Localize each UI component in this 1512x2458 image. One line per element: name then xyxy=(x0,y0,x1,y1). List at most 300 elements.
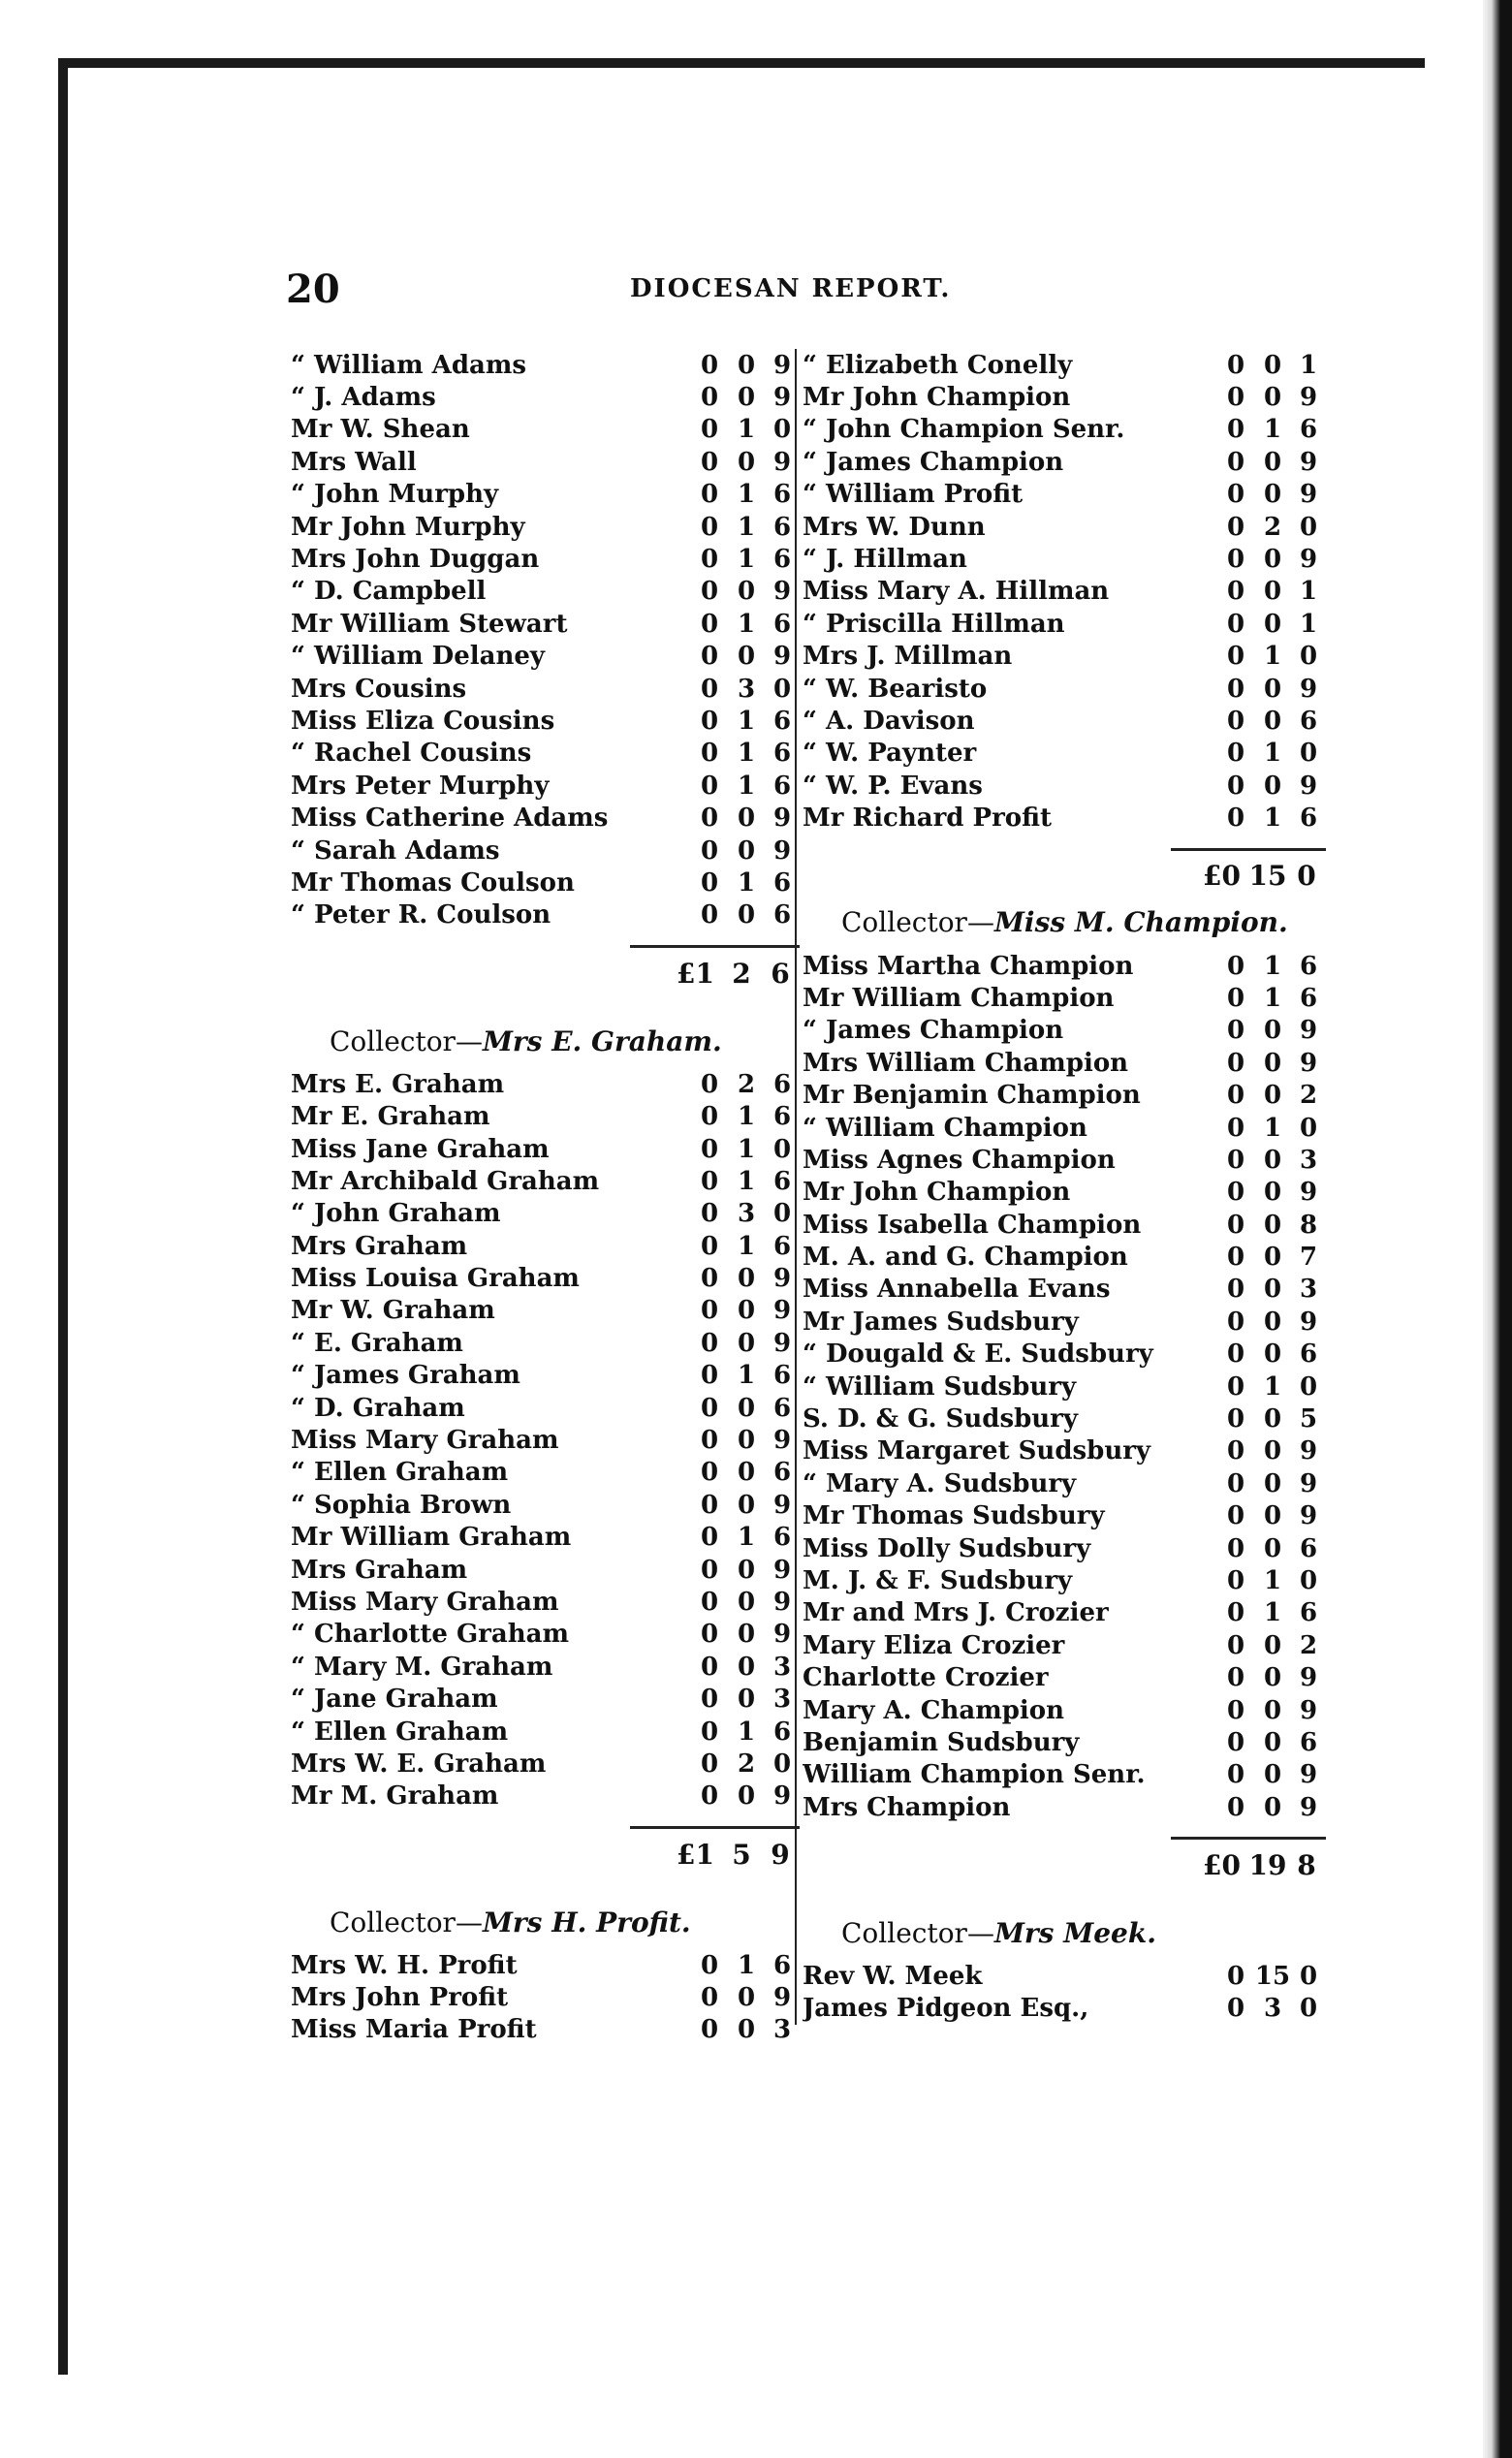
amount-shillings: 0 xyxy=(737,1393,756,1423)
amount-pence: 7 xyxy=(1299,1243,1318,1273)
amount-pounds: 0 xyxy=(700,1717,719,1747)
amount-pounds: 0 xyxy=(700,1328,719,1358)
subscriber-name: Mr Thomas Sudsbury xyxy=(803,1501,1105,1531)
amount-pence: 6 xyxy=(1299,951,1318,981)
collector-name: Mrs Meek. xyxy=(993,1916,1156,1949)
amount-pounds: 0 xyxy=(700,577,719,607)
list-item xyxy=(291,1457,800,1489)
subscriber-name: “ John Champion Senr. xyxy=(803,415,1125,445)
amount-pence: 6 xyxy=(772,1361,792,1391)
amount-shillings: 3 xyxy=(737,1199,756,1229)
list-item xyxy=(291,349,800,381)
amount-shillings: 1 xyxy=(737,609,756,639)
list-item xyxy=(291,479,800,511)
list-item xyxy=(291,705,800,737)
amount-pounds: 0 xyxy=(1226,1962,1245,1992)
amount-pence: 9 xyxy=(1299,1178,1318,1208)
right-total-b xyxy=(803,1845,1326,1884)
list-item xyxy=(803,1144,1326,1176)
amount-pounds: 0 xyxy=(700,350,719,380)
subscriber-name: “ Ellen Graham xyxy=(291,1717,509,1747)
list-item xyxy=(291,608,800,640)
amount-shillings: 1 xyxy=(1263,983,1282,1013)
subscriber-name: “ James Graham xyxy=(291,1361,520,1391)
list-item xyxy=(291,381,800,413)
list-item xyxy=(803,1564,1326,1596)
subscriber-name: Miss Dolly Sudsbury xyxy=(803,1533,1091,1563)
list-item xyxy=(291,1748,800,1780)
subscriber-name: Mrs Champion xyxy=(803,1792,1011,1822)
amount-shillings: 0 xyxy=(1263,1436,1282,1466)
subscriber-name: Mrs Peter Murphy xyxy=(291,771,550,801)
list-item xyxy=(291,1230,800,1262)
amount-shillings: 2 xyxy=(737,1749,756,1779)
subscriber-name: “ Ellen Graham xyxy=(291,1458,509,1488)
list-item xyxy=(291,802,800,834)
list-item xyxy=(803,1371,1326,1402)
amount-shillings: 1 xyxy=(1263,739,1282,769)
amount-pounds: 0 xyxy=(700,1523,719,1553)
list-item xyxy=(803,1467,1326,1499)
amount-pence: 3 xyxy=(772,1652,792,1682)
amount-pounds: 0 xyxy=(700,1134,719,1164)
left-total-a xyxy=(291,954,800,993)
list-item xyxy=(803,414,1326,446)
amount-pounds: 0 xyxy=(1226,1210,1245,1240)
amount-shillings: 0 xyxy=(1263,1339,1282,1370)
amount-shillings: 0 xyxy=(737,577,756,607)
subscriber-name: Mrs John Duggan xyxy=(291,545,540,575)
list-item xyxy=(803,1177,1326,1209)
page-number: 20 xyxy=(286,267,340,312)
amount-shillings: 1 xyxy=(737,867,756,898)
list-item xyxy=(291,1133,800,1165)
list-item xyxy=(291,641,800,673)
subscriber-name: “ John Graham xyxy=(291,1199,501,1229)
amount-pence: 9 xyxy=(772,1426,792,1456)
subscriber-name: Miss Martha Champion xyxy=(803,951,1134,981)
amount-pounds: 0 xyxy=(700,480,719,510)
collector-lead: Collector— xyxy=(330,1906,483,1938)
amount-pence: 9 xyxy=(772,835,792,866)
amount-pounds: 0 xyxy=(700,835,719,866)
subscriber-name: “ D. Campbell xyxy=(291,577,487,607)
amount-pounds: 0 xyxy=(700,1749,719,1779)
amount-pounds: 0 xyxy=(700,642,719,672)
amount-shillings: 0 xyxy=(1263,350,1282,380)
amount-shillings: 0 xyxy=(737,1555,756,1585)
amount-pounds: 0 xyxy=(700,706,719,736)
amount-shillings: 0 xyxy=(1263,480,1282,510)
amount-pence: 6 xyxy=(1299,1339,1318,1370)
amount-pounds: 0 xyxy=(1226,350,1245,380)
subscriber-name: Mrs W. Dunn xyxy=(803,512,986,542)
list-item xyxy=(291,1392,800,1424)
total-pounds: £0 xyxy=(1203,1848,1241,1881)
list-item xyxy=(291,1586,800,1618)
subscriber-name: “ William Adams xyxy=(291,350,527,380)
amount-shillings: 0 xyxy=(1263,1533,1282,1563)
amount-pounds: 0 xyxy=(1226,480,1245,510)
amount-pounds: 0 xyxy=(700,415,719,445)
list-item xyxy=(803,1402,1326,1434)
amount-shillings: 2 xyxy=(737,1069,756,1099)
amount-pounds: 0 xyxy=(1226,383,1245,413)
amount-shillings: 0 xyxy=(737,447,756,477)
list-item xyxy=(291,576,800,608)
list-item xyxy=(803,1759,1326,1791)
list-item xyxy=(291,1949,800,1981)
amount-pounds: 0 xyxy=(700,1983,719,2013)
amount-pounds: 0 xyxy=(1226,739,1245,769)
list-item xyxy=(803,349,1326,381)
subscriber-name: “ J. Adams xyxy=(291,383,436,413)
subscriber-name: Miss Annabella Evans xyxy=(803,1275,1111,1305)
list-item xyxy=(291,899,800,931)
list-item xyxy=(803,1694,1326,1726)
list-item xyxy=(803,1960,1326,1992)
amount-pence: 0 xyxy=(1299,642,1318,672)
list-item xyxy=(803,608,1326,640)
amount-pounds: 0 xyxy=(1226,545,1245,575)
list-item xyxy=(803,802,1326,834)
amount-pence: 6 xyxy=(772,900,792,930)
amount-pence: 6 xyxy=(772,609,792,639)
subscriber-name: “ Jane Graham xyxy=(291,1685,498,1715)
amount-shillings: 1 xyxy=(737,1166,756,1196)
amount-pence: 6 xyxy=(1299,804,1318,834)
subscriber-name: James Pidgeon Esq., xyxy=(803,1994,1089,2024)
list-item xyxy=(803,1112,1326,1144)
subscriber-name: Miss Mary A. Hillman xyxy=(803,577,1110,607)
amount-pence: 6 xyxy=(772,771,792,801)
amount-pounds: 0 xyxy=(1226,1371,1245,1402)
amount-shillings: 2 xyxy=(1263,512,1282,542)
amount-pence: 9 xyxy=(772,577,792,607)
subscriber-name: Mr John Champion xyxy=(803,1178,1071,1208)
amount-pence: 6 xyxy=(772,512,792,542)
list-item xyxy=(291,1424,800,1456)
amount-pounds: 0 xyxy=(700,1490,719,1520)
collector-lead: Collector— xyxy=(841,906,994,939)
subscriber-name: “ James Champion xyxy=(803,447,1064,477)
amount-pence: 9 xyxy=(1299,545,1318,575)
amount-shillings: 1 xyxy=(1263,1565,1282,1595)
total-shillings: 19 xyxy=(1248,1848,1287,1881)
amount-pence: 9 xyxy=(772,1296,792,1326)
subscriber-name: Mrs W. E. Graham xyxy=(291,1749,547,1779)
amount-pence: 9 xyxy=(772,383,792,413)
subscriber-name: “ W. Paynter xyxy=(803,739,977,769)
amount-pounds: 0 xyxy=(1226,1760,1245,1790)
amount-shillings: 0 xyxy=(1263,1663,1282,1693)
list-item xyxy=(291,446,800,478)
collector-heading xyxy=(803,896,1326,950)
total-pounds: £1 xyxy=(677,1838,714,1871)
amount-pence: 6 xyxy=(772,1166,792,1196)
amount-pence: 3 xyxy=(1299,1145,1318,1175)
amount-shillings: 1 xyxy=(737,1102,756,1132)
subscriber-name: “ Mary M. Graham xyxy=(291,1652,553,1682)
list-item xyxy=(803,511,1326,543)
amount-shillings: 0 xyxy=(1263,1695,1282,1725)
amount-shillings: 0 xyxy=(1263,1307,1282,1337)
list-item xyxy=(291,1981,800,2013)
amount-pounds: 0 xyxy=(1226,706,1245,736)
amount-pounds: 0 xyxy=(1226,804,1245,834)
subscriber-name: Miss Agnes Champion xyxy=(803,1145,1116,1175)
amount-pounds: 0 xyxy=(1226,1113,1245,1143)
subscriber-name: “ John Murphy xyxy=(291,480,499,510)
amount-shillings: 0 xyxy=(1263,771,1282,801)
amount-pounds: 0 xyxy=(700,804,719,834)
amount-pence: 9 xyxy=(772,1555,792,1585)
subscriber-name: Miss Maria Profit xyxy=(291,2015,537,2045)
subscriber-name: “ James Champion xyxy=(803,1016,1064,1046)
amount-pounds: 0 xyxy=(700,1426,719,1456)
list-item xyxy=(803,1015,1326,1047)
list-item xyxy=(291,1683,800,1715)
list-item xyxy=(803,1047,1326,1079)
subscriber-name: “ Dougald & E. Sudsbury xyxy=(803,1339,1153,1370)
amount-pounds: 0 xyxy=(1226,577,1245,607)
subscriber-name: Mrs E. Graham xyxy=(291,1069,505,1099)
amount-pence: 9 xyxy=(772,1620,792,1650)
amount-pence: 0 xyxy=(772,674,792,704)
amount-shillings: 0 xyxy=(737,1685,756,1715)
subscriber-name: Mr E. Graham xyxy=(291,1102,490,1132)
amount-pounds: 0 xyxy=(700,1781,719,1812)
amount-pounds: 0 xyxy=(700,1555,719,1585)
amount-pounds: 0 xyxy=(1226,1792,1245,1822)
amount-shillings: 0 xyxy=(1263,1016,1282,1046)
amount-pence: 9 xyxy=(1299,447,1318,477)
total-pence: 0 xyxy=(1297,860,1316,893)
left-list-b xyxy=(291,1068,800,1812)
subscriber-name: M. J. & F. Sudsbury xyxy=(803,1565,1073,1595)
list-item xyxy=(291,1360,800,1392)
list-item xyxy=(291,738,800,770)
subscriber-name: “ Charlotte Graham xyxy=(291,1620,569,1650)
amount-pence: 6 xyxy=(772,1950,792,1980)
list-item xyxy=(291,770,800,802)
amount-pence: 9 xyxy=(1299,1048,1318,1078)
amount-pence: 5 xyxy=(1299,1404,1318,1434)
amount-shillings: 0 xyxy=(737,1458,756,1488)
list-item xyxy=(803,641,1326,673)
total-pence: 9 xyxy=(771,1838,790,1871)
amount-pence: 9 xyxy=(1299,1663,1318,1693)
amount-pounds: 0 xyxy=(700,1652,719,1682)
amount-pounds: 0 xyxy=(1226,1994,1245,2024)
total-rule xyxy=(630,1826,800,1829)
list-item xyxy=(291,1554,800,1586)
amount-pounds: 0 xyxy=(1226,1275,1245,1305)
amount-shillings: 0 xyxy=(737,383,756,413)
book-edge xyxy=(1483,0,1512,2458)
amount-pence: 6 xyxy=(1299,706,1318,736)
amount-pence: 9 xyxy=(772,642,792,672)
amount-shillings: 0 xyxy=(737,900,756,930)
amount-pounds: 0 xyxy=(1226,1533,1245,1563)
amount-shillings: 1 xyxy=(737,1231,756,1261)
amount-shillings: 1 xyxy=(737,545,756,575)
amount-pence: 6 xyxy=(772,867,792,898)
amount-shillings: 1 xyxy=(1263,1598,1282,1628)
list-item xyxy=(803,1500,1326,1532)
amount-shillings: 1 xyxy=(1263,804,1282,834)
amount-pence: 9 xyxy=(1299,1792,1318,1822)
subscriber-name: Mr John Murphy xyxy=(291,512,525,542)
amount-pence: 9 xyxy=(772,1781,792,1812)
list-item xyxy=(291,1651,800,1683)
list-item xyxy=(291,1489,800,1521)
list-item xyxy=(291,1780,800,1812)
amount-pounds: 0 xyxy=(1226,1307,1245,1337)
list-item xyxy=(291,1068,800,1100)
amount-pence: 0 xyxy=(1299,739,1318,769)
amount-pence: 6 xyxy=(772,739,792,769)
subscriber-name: Mrs John Profit xyxy=(291,1983,509,2013)
amount-pounds: 0 xyxy=(1226,1145,1245,1175)
amount-pence: 9 xyxy=(772,1490,792,1520)
right-list-a xyxy=(803,349,1326,835)
total-pounds: £1 xyxy=(677,957,714,990)
subscriber-name: “ W. P. Evans xyxy=(803,771,983,801)
subscriber-name: “ William Profit xyxy=(803,480,1024,510)
list-item xyxy=(803,381,1326,413)
subscriber-name: “ William Sudsbury xyxy=(803,1371,1077,1402)
amount-shillings: 1 xyxy=(737,706,756,736)
amount-pence: 0 xyxy=(1299,1994,1318,2024)
list-item xyxy=(803,705,1326,737)
collector-heading xyxy=(291,1895,800,1949)
amount-shillings: 0 xyxy=(1263,1275,1282,1305)
amount-shillings: 0 xyxy=(1263,1048,1282,1078)
subscriber-name: Mr Archibald Graham xyxy=(291,1166,600,1196)
amount-pence: 9 xyxy=(772,804,792,834)
amount-pence: 1 xyxy=(1299,577,1318,607)
subscriber-name: “ Rachel Cousins xyxy=(291,739,532,769)
amount-pounds: 0 xyxy=(700,900,719,930)
amount-pence: 6 xyxy=(1299,1533,1318,1563)
subscriber-name: Charlotte Crozier xyxy=(803,1663,1049,1693)
amount-shillings: 0 xyxy=(737,1620,756,1650)
amount-pence: 8 xyxy=(1299,1210,1318,1240)
amount-pounds: 0 xyxy=(700,1393,719,1423)
list-item xyxy=(803,950,1326,982)
subscriber-name: Mr William Graham xyxy=(291,1523,572,1553)
amount-pence: 9 xyxy=(1299,383,1318,413)
amount-pence: 6 xyxy=(1299,1598,1318,1628)
amount-shillings: 1 xyxy=(1263,951,1282,981)
amount-pence: 0 xyxy=(772,1199,792,1229)
amount-shillings: 0 xyxy=(1263,1501,1282,1531)
amount-shillings: 1 xyxy=(1263,1113,1282,1143)
amount-pounds: 0 xyxy=(700,1361,719,1391)
left-list-c xyxy=(291,1949,800,2046)
subscriber-name: Miss Jane Graham xyxy=(291,1134,550,1164)
amount-pounds: 0 xyxy=(700,1296,719,1326)
amount-pence: 0 xyxy=(1299,1113,1318,1143)
list-item xyxy=(291,1165,800,1197)
amount-pence: 3 xyxy=(772,1685,792,1715)
subscriber-name: Mr John Champion xyxy=(803,383,1071,413)
amount-shillings: 1 xyxy=(737,771,756,801)
total-pence: 6 xyxy=(771,957,790,990)
amount-pounds: 0 xyxy=(700,1685,719,1715)
list-item xyxy=(803,1435,1326,1467)
subscriber-name: “ Sophia Brown xyxy=(291,1490,512,1520)
amount-shillings: 0 xyxy=(737,1490,756,1520)
amount-shillings: 0 xyxy=(1263,609,1282,639)
amount-pence: 9 xyxy=(1299,480,1318,510)
amount-pounds: 0 xyxy=(700,609,719,639)
amount-shillings: 0 xyxy=(1263,1760,1282,1790)
list-item xyxy=(803,1791,1326,1823)
list-item xyxy=(803,1339,1326,1371)
amount-pounds: 0 xyxy=(700,1950,719,1980)
list-item xyxy=(291,673,800,705)
list-item xyxy=(803,1274,1326,1306)
amount-shillings: 1 xyxy=(737,1717,756,1747)
amount-shillings: 0 xyxy=(737,1652,756,1682)
left-list-a xyxy=(291,349,800,931)
amount-pounds: 0 xyxy=(700,1231,719,1261)
amount-pence: 9 xyxy=(772,350,792,380)
amount-pounds: 0 xyxy=(700,771,719,801)
collector-lead: Collector— xyxy=(330,1024,483,1057)
total-rule xyxy=(1171,1837,1326,1840)
right-total-a xyxy=(803,857,1326,896)
amount-shillings: 0 xyxy=(737,1264,756,1294)
amount-pence: 6 xyxy=(772,545,792,575)
page-header xyxy=(286,267,1304,315)
amount-pounds: 0 xyxy=(1226,1695,1245,1725)
amount-pounds: 0 xyxy=(1226,983,1245,1013)
subscriber-name: “ E. Graham xyxy=(291,1328,463,1358)
amount-shillings: 1 xyxy=(737,415,756,445)
amount-shillings: 0 xyxy=(1263,1630,1282,1660)
amount-shillings: 1 xyxy=(737,1134,756,1164)
amount-shillings: 1 xyxy=(1263,642,1282,672)
amount-shillings: 0 xyxy=(1263,447,1282,477)
subscriber-name: Mr W. Graham xyxy=(291,1296,495,1326)
amount-pounds: 0 xyxy=(1226,1016,1245,1046)
amount-pounds: 0 xyxy=(1226,1404,1245,1434)
amount-pence: 9 xyxy=(1299,1760,1318,1790)
subscriber-name: “ Elizabeth Conelly xyxy=(803,350,1073,380)
amount-pence: 2 xyxy=(1299,1081,1318,1111)
left-total-b xyxy=(291,1835,800,1874)
subscriber-name: Mrs Graham xyxy=(291,1555,468,1585)
amount-shillings: 0 xyxy=(1263,1468,1282,1498)
total-shillings: 5 xyxy=(732,1838,751,1871)
amount-shillings: 1 xyxy=(737,1523,756,1553)
amount-shillings: 0 xyxy=(737,2015,756,2045)
amount-pounds: 0 xyxy=(1226,1727,1245,1757)
total-pence: 8 xyxy=(1297,1848,1316,1881)
amount-pence: 9 xyxy=(1299,1468,1318,1498)
amount-pence: 0 xyxy=(772,1134,792,1164)
amount-pence: 9 xyxy=(1299,1016,1318,1046)
subscriber-name: Mary Eliza Crozier xyxy=(803,1630,1065,1660)
amount-pounds: 0 xyxy=(700,1069,719,1099)
amount-pence: 6 xyxy=(1299,983,1318,1013)
collector-lead: Collector— xyxy=(841,1916,994,1949)
list-item xyxy=(291,511,800,543)
subscriber-name: Miss Isabella Champion xyxy=(803,1210,1142,1240)
